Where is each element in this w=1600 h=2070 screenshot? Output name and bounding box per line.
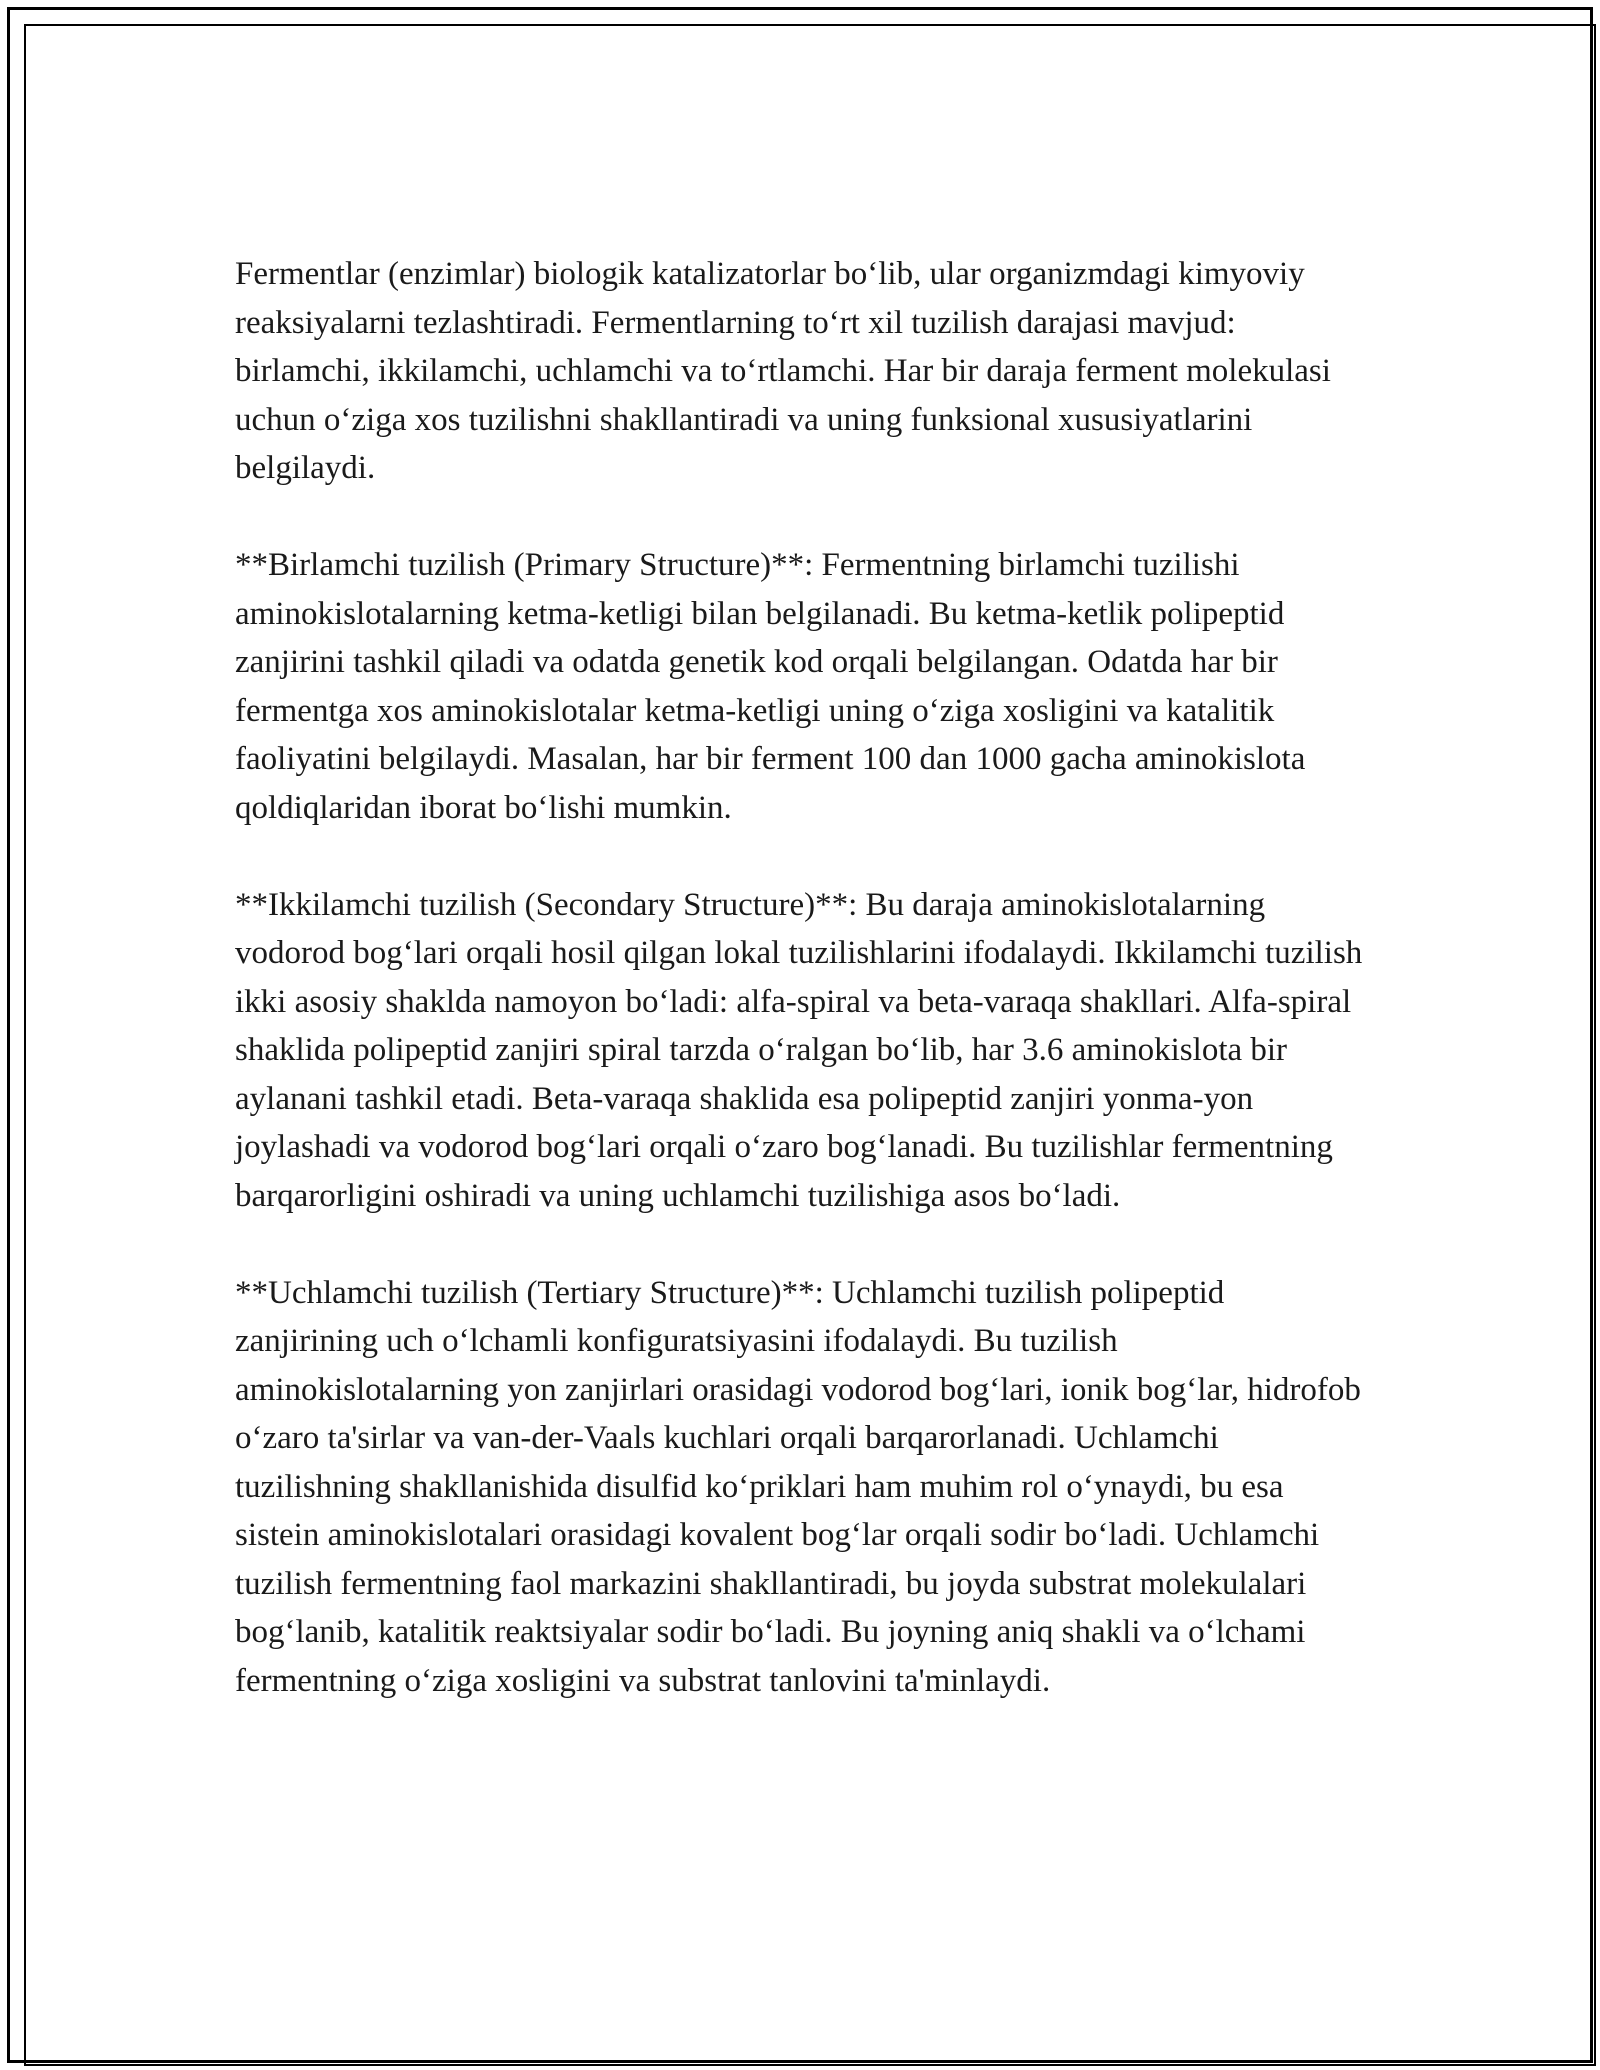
paragraph-intro: Fermentlar (enzimlar) biologik katalizatorlar bo‘lib, ular organizmdagi kimyoviy reaksiyalarni tezlashtiradi. Fermentlarning to‘rt xil tuzilish darajasi mavjud: birlamchi, ikkilamchi, uchlamchi va to‘rtlamchi. Har bir daraja ferment molekulasi uchun o‘ziga xos tuzilishni shakllantiradi va uning funksional xususiyatlarini belgilaydi. bbox=[235, 256, 1331, 486]
document-body bbox=[235, 250, 1365, 1754]
paragraph-tertiary-structure: **Uchlamchi tuzilish (Tertiary Structure)**: Uchlamchi tuzilish polipeptid zanjirining uch o‘lchamli konfiguratsiyasini ifodalaydi. Bu tuzilish aminokislotalarning yon zanjirlari orasidagi vodorod bog‘lari, ionik bog‘lar, hidrofob o‘zaro ta'sirlar va van-der-Vaals kuchlari orqali barqarorlanadi. Uchlamchi tuzilishning shakllanishida disulfid ko‘priklari ham muhim rol o‘ynaydi, bu esa sistein aminokislotalari orasidagi kovalent bog‘lar orqali sodir bo‘ladi. Uchlamchi tuzilish fermentning faol markazini shakllantiradi, bu joyda substrat molekulalari bog‘lanib, katalitik reaktsiyalar sodir bo‘ladi. Bu joyning aniq shakli va o‘lchami fermentning o‘ziga xosligini va substrat tanlovini ta'minlaydi. bbox=[235, 1274, 1361, 1699]
paragraph-secondary-structure: **Ikkilamchi tuzilish (Secondary Structure)**: Bu daraja aminokislotalarning vodorod bog‘lari orqali hosil qilgan lokal tuzilishlarini ifodalaydi. Ikkilamchi tuzilish ikki asosiy shaklda namoyon bo‘ladi: alfa-spiral va beta-varaqa shakllari. Alfa-spiral shaklida polipeptid zanjiri spiral tarzda o‘ralgan bo‘lib, har 3.6 aminokislota bir aylanani tashkil etadi. Beta-varaqa shaklida esa polipeptid zanjiri yonma-yon joylashadi va vodorod bog‘lari orqali o‘zaro bog‘lanadi. Bu tuzilishlar fermentning barqarorligini oshiradi va uning uchlamchi tuzilishiga asos bo‘ladi. bbox=[235, 886, 1363, 1214]
paragraph-primary-structure: **Birlamchi tuzilish (Primary Structure)**: Fermentning birlamchi tuzilishi aminokislotalarning ketma-ketligi bilan belgilanadi. Bu ketma-ketlik polipeptid zanjirini tashkil qiladi va odatda genetik kod orqali belgilangan. Odatda har bir fermentga xos aminokislotalar ketma-ketligi uning o‘ziga xosligini va katalitik faoliyatini belgilaydi. Masalan, har bir ferment 100 dan 1000 gacha aminokislota qoldiqlaridan iborat bo‘lishi mumkin. bbox=[235, 547, 1306, 826]
